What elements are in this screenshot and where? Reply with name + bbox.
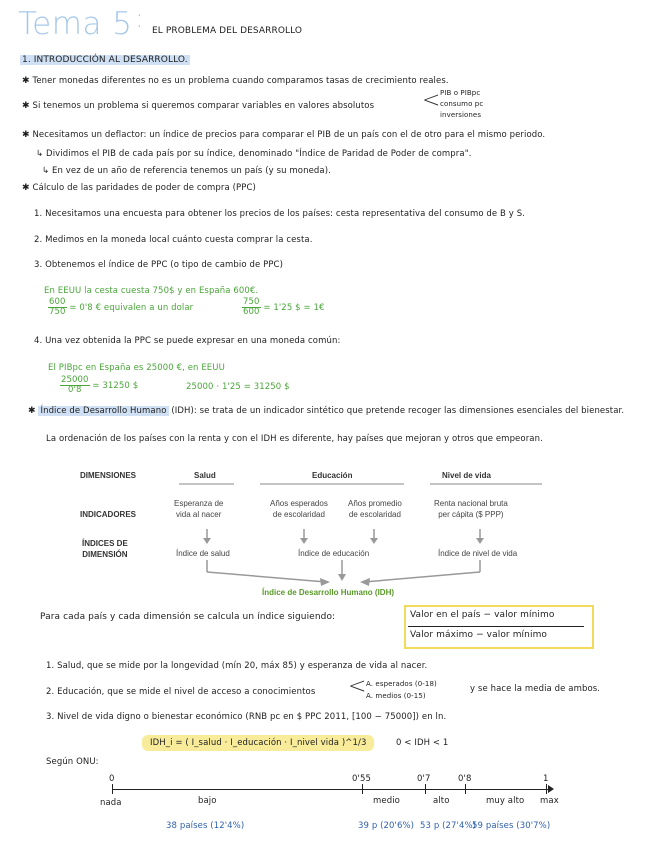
item-nivel-vida: 3. Nivel de vida digno o bienestar económico (RNB pc en $ PPC 2011, [100 − 75000]) en ln. [46, 712, 447, 722]
arrow-icon: ↳ [36, 149, 44, 159]
scale-tick-label: 1 [543, 774, 549, 784]
scale-count: 59 países (30'7%) [472, 821, 551, 831]
idh-label: Índice de Desarrollo Humano [40, 406, 167, 416]
bullet-3-sub1-text: Dividimos el PIB de cada país por su índice, denominado "Índice de Paridad de Poder de compra". [46, 149, 472, 159]
step-3: 3. Obtenemos el índice de PPC (o tipo de cambio de PPC) [34, 260, 283, 270]
bullet-star-icon: ✱ [28, 406, 36, 416]
scale-tick [112, 784, 113, 794]
scale-count: 53 p (27'4%) [420, 821, 477, 831]
example-2-fraction: $\frac{25000}{0'8}$ [61, 375, 89, 395]
bullet-star-icon: ✱ [22, 183, 30, 193]
section-heading-text: 1. INTRODUCCIÓN AL DESARROLLO. [22, 55, 188, 65]
option-inversiones: inversiones [440, 111, 482, 119]
calc-index-text: Para cada país y cada dimensión se calcula un índice siguiendo: [40, 612, 336, 622]
scale-tick-label: 0'8 [458, 774, 472, 784]
step-2: 2. Medimos en la moneda local cuánto cuesta comprar la cesta. [34, 235, 313, 245]
bullet-star-icon: ✱ [22, 76, 30, 86]
bullet-3-text: Necesitamos un deflactor: un índice de precios para comparar el PIB de un país con el de otro para el mismo periodo. [32, 130, 546, 140]
idh-formula: IDH_i = ( I_salud · I_educación · I_nivel vida )^1/3 [142, 735, 374, 751]
brace-icon: < [422, 88, 441, 113]
option-pib: PIB o PIBpc [440, 89, 481, 97]
option-esperados: A. esperados (0-18) [366, 680, 437, 688]
item-salud: 1. Salud, que se mide por la longevidad (mín 20, máx 85) y esperanza de vida al nacer. [46, 661, 428, 671]
dim-salud: Salud [194, 471, 216, 480]
scale-category: alto [433, 796, 450, 806]
scale-tick-label: 0'55 [352, 774, 371, 784]
example-2-result: = 31250 $ [92, 381, 139, 391]
idh-diagram [64, 460, 554, 610]
example-1-line: En EEUU la cesta cuesta 750$ y en España 600€. [44, 286, 259, 296]
bullet-3-sub2 [42, 166, 331, 176]
bullet-3 [22, 130, 545, 140]
scale-category: muy alto [486, 796, 525, 806]
option-consumo: consumo pc [440, 100, 484, 108]
tema-title: Tema 5 [18, 6, 133, 42]
formula-numerator: Valor en el país − valor mínimo [410, 610, 555, 620]
scale-tick [546, 784, 547, 794]
ind-anos-esperados: Años esperados de escolaridad [270, 499, 328, 519]
scale-tick [425, 784, 426, 794]
dim-educacion: Educación [312, 471, 353, 480]
example-2-calc [60, 376, 138, 395]
formula-denominator: Valor máximo − valor mínimo [410, 630, 548, 640]
example-1-fraction2: $\frac{750}{600}$ [243, 297, 260, 317]
bullet-1-text: Tener monedas diferentes no es un problema cuando comparamos tasas de crecimiento reales. [32, 76, 449, 86]
arrow-icon: ↳ [42, 166, 50, 176]
bullet-3-sub2-text: En vez de un año de referencia tenemos un país (y su moneda). [52, 166, 331, 176]
step-1: 1. Necesitamos una encuesta para obtener los precios de los países: cesta representativa del consumo de B y S. [34, 209, 526, 219]
scale-category: max [540, 796, 559, 806]
scale-count: 38 países (12'4%) [166, 821, 245, 831]
example-1-result2: = 1'25 $ = 1€ [263, 303, 325, 313]
bullet-1 [22, 76, 449, 86]
ind-anos-promedio: Años promedio de escolaridad [348, 499, 402, 519]
item-educacion: 2. Educación, que se mide el nivel de acceso a conocimientos [46, 687, 316, 697]
row-dimensiones: DIMENSIONES [80, 471, 137, 480]
formula-fraction-bar [408, 626, 584, 627]
step-4: 4. Una vez obtenida la PPC se puede expresar en una moneda común: [34, 336, 341, 346]
scale-tick [362, 784, 363, 794]
bullet-star-icon: ✱ [22, 101, 30, 111]
idx-salud: Índice de salud [176, 549, 230, 558]
idh-range: 0 < IDH < 1 [396, 738, 449, 748]
idx-educacion: Índice de educación [298, 549, 370, 558]
scale-axis [112, 789, 552, 790]
brace-icon: < [348, 674, 367, 699]
segun-onu: Según ONU: [46, 757, 99, 767]
scale-arrow-icon [548, 785, 554, 793]
scale-category: bajo [198, 796, 217, 806]
example-2-result2: 25000 · 1'25 = 31250 $ [186, 382, 290, 392]
scale-category: nada [100, 798, 122, 808]
bullet-2 [22, 101, 374, 111]
item-educacion-options [366, 678, 437, 702]
example-1-result: = 0'8 € equivalen a un dolar [69, 303, 194, 313]
row-indices: ÍNDICES DE DIMENSIÓN [82, 539, 128, 559]
tema-colon: : [135, 4, 145, 34]
bullet-4-text: Cálculo de las paridades de poder de compra (PPC) [32, 183, 256, 193]
bullet-3-sub1 [36, 149, 472, 159]
bullet-2-text: Si tenemos un problema si queremos comparar variables en valores absolutos [32, 101, 375, 111]
scale-tick-label: 0'7 [417, 774, 431, 784]
idh-text: (IDH): se trata de un indicador sintético que pretende recoger las dimensiones esenciales del bienestar. [171, 406, 625, 416]
bullet-idh [28, 406, 624, 416]
bullet-4 [22, 183, 256, 193]
ind-renta-nacional: Renta nacional bruta per cápita ($ PPP) [434, 499, 508, 519]
example-2-line: El PIBpc en España es 25000 €, en EEUU [48, 363, 225, 373]
ind-esperanza-vida: Esperanza de vida al nacer [174, 499, 224, 519]
dim-nivel-vida: Nivel de vida [442, 471, 491, 480]
scale-count: 39 p (20'6%) [358, 821, 415, 831]
scale-tick [465, 784, 466, 794]
example-1-fraction: $\frac{600}{750}$ [49, 297, 66, 317]
example-1-calc2 [242, 298, 324, 317]
idh-box-label: Índice de Desarrollo Humano (IDH) [262, 588, 395, 597]
row-indicadores: INDICADORES [80, 510, 137, 519]
scale-category: medio [373, 796, 400, 806]
bullet-star-icon: ✱ [22, 130, 30, 140]
idh-order-text: La ordenación de los países con la renta y con el IDH es diferente, hay países que mejoran y otros que empeoran. [46, 434, 543, 444]
idx-nivel-vida: Índice de nivel de vida [438, 549, 518, 558]
section-heading [20, 55, 190, 65]
bullet-2-options [440, 88, 483, 121]
option-medios: A. medios (0-15) [366, 692, 426, 700]
tema-subtitle: EL PROBLEMA DEL DESARROLLO [152, 26, 303, 36]
example-1-calc [48, 298, 193, 317]
item-educacion-rest: y se hace la media de ambos. [470, 684, 601, 694]
scale-tick-label: 0 [109, 774, 115, 784]
